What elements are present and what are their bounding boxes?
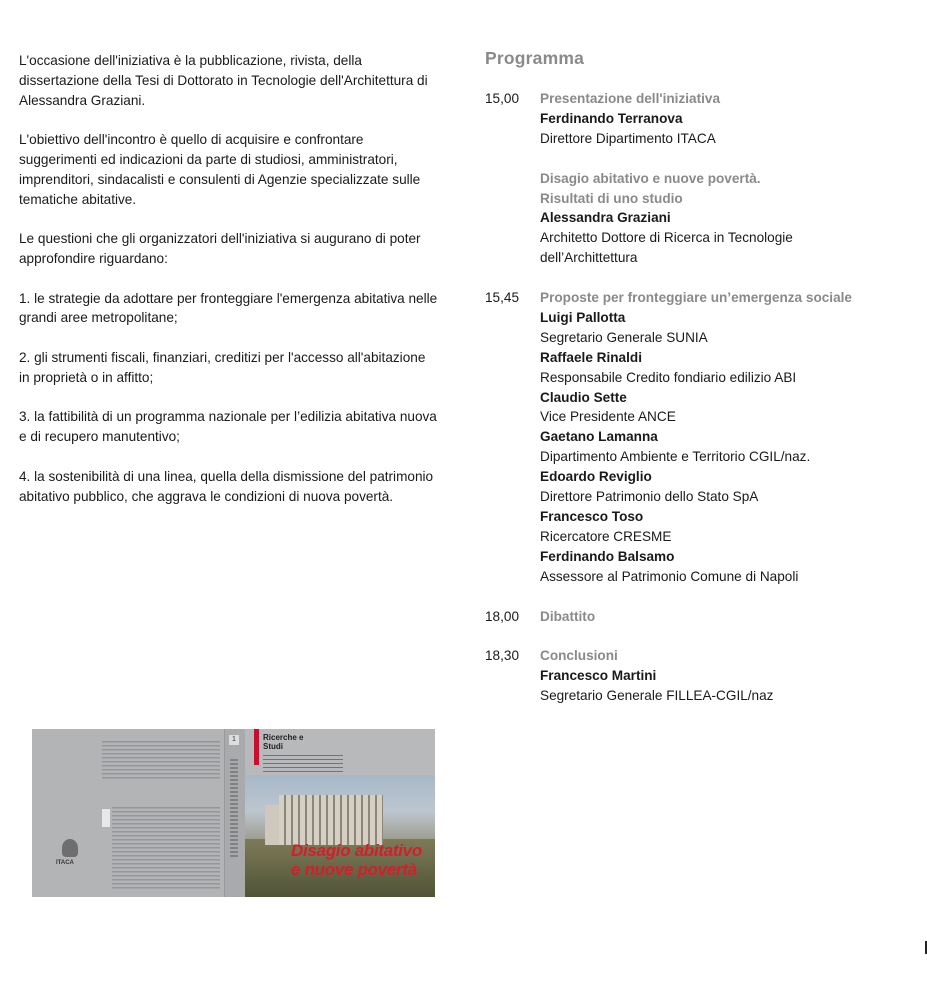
speaker-name: Ferdinando Terranova [540,110,683,126]
speaker-name: Gaetano Lamanna [540,429,658,445]
series-title-line: Ricerche e [263,733,304,742]
speaker-role: Architetto Dottore di Ricerca in Tecnologie [540,230,793,246]
question-item-2: 2. gli strumenti fiscali, finanziari, creditizi per l'accesso all'abitazione in proprietà o in affitto; [19,349,426,385]
speaker-name: Francesco Toso [540,509,644,524]
back-cover-text [102,741,220,781]
cover-title [291,841,422,879]
speaker-name: Edoardo Reviglio [540,469,652,485]
talk-title: Risultati di uno studio [540,190,683,206]
speaker-role: Ricercatore CRESME [540,528,672,544]
slot-title: Conclusioni [540,648,618,664]
schedule-slot-1800 [485,607,925,627]
series-title-line: Studi [263,742,283,751]
book-front-cover [245,729,435,897]
speaker-role: Vice Presidente ANCE [540,409,676,425]
question-item-3: 3. la fattibilità di un programma nazionale per l’edilizia abitativa nuova e di recupero manutentivo; [19,409,437,445]
schedule-slot-1545 [485,288,925,587]
intro-paragraph: L'occasione dell'iniziativa è la pubblicazione, rivista, della dissertazione della Tesi di Dottorato in Tecnologie dell'Architettura di Alessandra Graziani. [19,53,428,108]
slot-time: 15,00 [485,91,520,106]
back-cover-mark [102,809,110,827]
series-red-bar [254,729,259,765]
cover-title-line: e nuove povertà [291,860,417,879]
speaker-role: dell’Archittettura [540,250,638,266]
speaker-name: Raffaele Rinaldi [540,349,642,365]
speaker-name: Ferdinando Balsamo [540,548,675,564]
series-subtitle [263,755,343,777]
speaker-role: Segretario Generale SUNIA [540,329,708,345]
speaker-name: Luigi Pallotta [540,309,626,325]
cover-photo-building [279,795,383,845]
speaker-role: Segretario Generale FILLEA-CGIL/naz [540,688,774,704]
book-spine [224,729,246,897]
book-cover-image [32,729,435,897]
speaker-role: Dipartimento Ambiente e Territorio CGIL/naz. [540,449,811,465]
slot-title: Presentazione dell'iniziativa [540,91,721,106]
book-back-cover [32,729,224,897]
spine-text [230,759,238,859]
cover-title-line: Disagio abitativo [291,841,422,860]
slot-time: 15,45 [485,290,520,306]
programma-section [485,48,925,726]
spine-number: 1 [229,735,239,745]
slot-title: Proposte per fronteggiare un’emergenza sociale [540,290,852,306]
schedule-slot-1830 [485,646,925,706]
slot-time: 18,30 [485,648,520,664]
intro-paragraph: L'obiettivo dell'incontro è quello di acquisire e confrontare suggerimenti ed indicazioni da parte di studiosi, amministratori, imprenditori, sindacalisti e consulenti di Agenzie specializzate sulle tematiche abitative. [19,132,421,207]
publisher-label: ITACA [56,860,74,866]
back-cover-text [112,807,220,889]
speaker-name: Alessandra Graziani [540,210,671,226]
speaker-name: Francesco Martini [540,668,657,684]
question-item-1: 1. le strategie da adottare per fronteggiare l'emergenza abitativa nelle grandi aree metropolitane; [19,290,438,326]
speaker-role: Assessore al Patrimonio Comune di Napoli [540,568,799,584]
slot-time: 18,00 [485,608,520,624]
schedule-slot-1500 [485,89,925,268]
speaker-name: Claudio Sette [540,389,627,405]
talk-title: Disagio abitativo e nuove povertà. [540,170,761,186]
question-item-4: 4. la sostenibilità di una linea, quella della dismissione del patrimonio abitativo pubblico, che aggrava le condizioni di nuova povertà. [19,468,434,504]
intro-paragraph: Le questioni che gli organizzatori dell'iniziativa si augurano di poter approfondire riguardano: [19,231,421,266]
series-title [263,733,303,751]
speaker-role: Responsabile Credito fondiario edilizio ABI [540,369,797,385]
speaker-role: Direttore Patrimonio dello Stato SpA [540,489,759,505]
speaker-role: Direttore Dipartimento ITACA [540,130,716,146]
slot-title: Dibattito [540,608,596,624]
itaca-logo-icon [62,839,78,857]
programma-title: Programma [485,48,585,68]
intro-text [19,51,439,526]
